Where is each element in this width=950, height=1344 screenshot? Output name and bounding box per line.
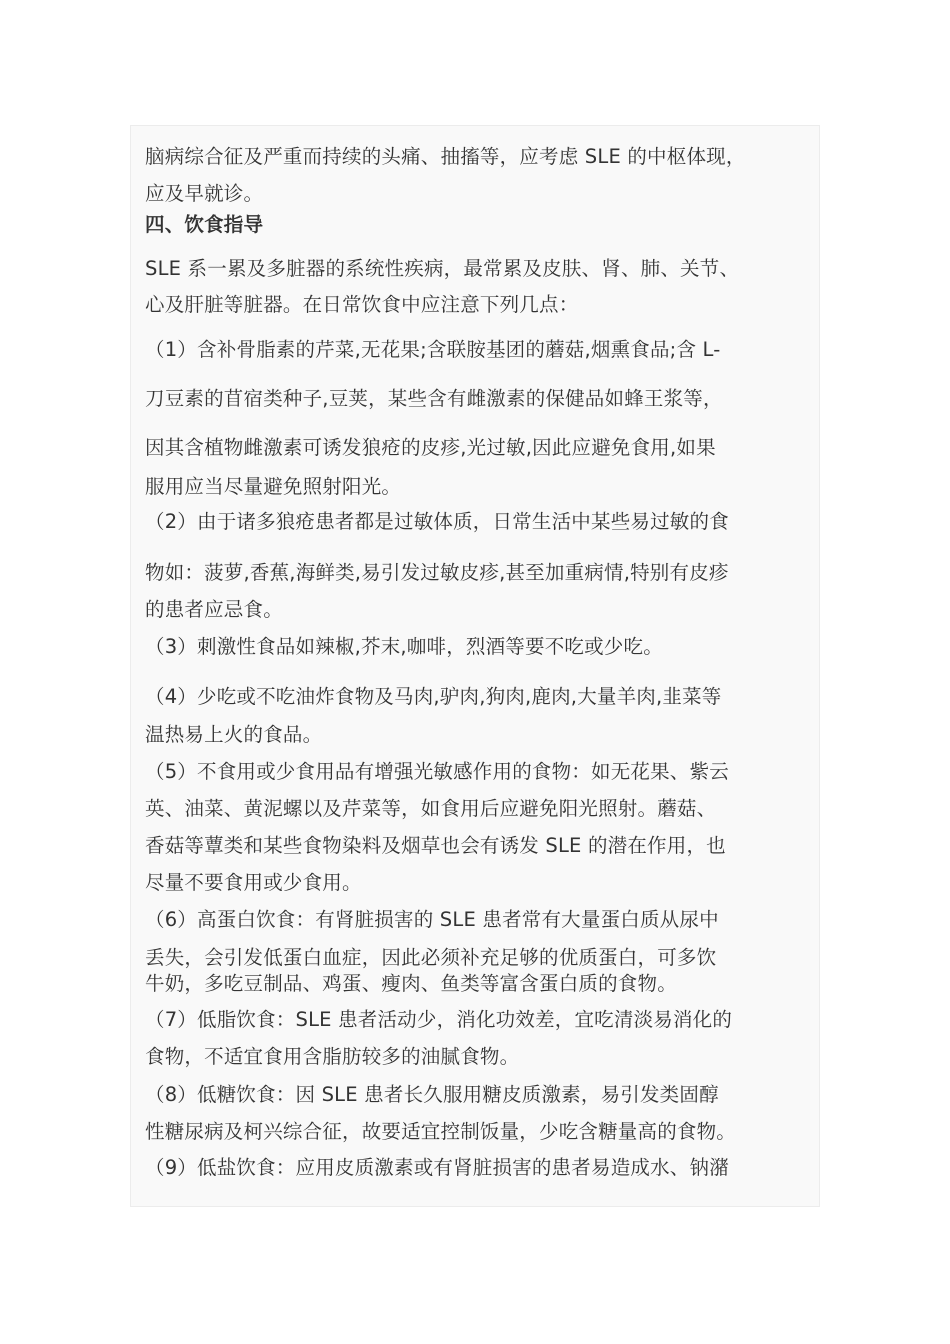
text-line: 食物，不适宜食用含脂肪较多的油腻食物。 (145, 1045, 520, 1068)
text-line: 因其含植物雌激素可诱发狼疮的皮疹,光过敏,因此应避免食用,如果 (145, 436, 716, 459)
text-line: 香菇等蕈类和某些食物染料及烟草也会有诱发 SLE 的潜在作用，也 (145, 834, 726, 857)
text-line: （9）低盐饮食：应用皮质激素或有肾脏损害的患者易造成水、钠潴 (145, 1156, 729, 1179)
text-line: 物如：菠萝,香蕉,海鲜类,易引发过敏皮疹,甚至加重病情,特别有皮疹 (145, 561, 729, 584)
text-line: （6）高蛋白饮食：有肾脏损害的 SLE 患者常有大量蛋白质从尿中 (145, 908, 719, 931)
text-line: SLE 系一累及多脏器的系统性疾病，最常累及皮肤、肾、肺、关节、 (145, 257, 740, 280)
text-line: （7）低脂饮食：SLE 患者活动少，消化功效差，宜吃清淡易消化的 (145, 1008, 733, 1031)
text-line: 的患者应忌食。 (145, 598, 283, 621)
text-line: （5）不食用或少食用品有增强光敏感作用的食物：如无花果、紫云 (145, 760, 729, 783)
text-line: 刀豆素的苜宿类种子,豆荚，某些含有雌激素的保健品如蜂王浆等， (145, 387, 723, 410)
text-line: 温热易上火的食品。 (145, 723, 323, 746)
text-line: 心及肝脏等脏器。在日常饮食中应注意下列几点： (145, 293, 579, 316)
text-line: 尽量不要食用或少食用。 (145, 871, 362, 894)
text-line: （3）刺激性食品如辣椒,芥末,咖啡，烈酒等要不吃或少吃。 (145, 635, 663, 658)
text-line: 性糖尿病及柯兴综合征，故要适宜控制饭量，少吃含糖量高的食物。 (145, 1120, 737, 1143)
text-line: （4）少吃或不吃油炸食物及马肉,驴肉,狗肉,鹿肉,大量羊肉,韭菜等 (145, 685, 722, 708)
text-line: （2）由于诸多狼疮患者都是过敏体质，日常生活中某些易过敏的食 (145, 510, 729, 533)
text-line: 牛奶，多吃豆制品、鸡蛋、瘦肉、鱼类等富含蛋白质的食物。 (145, 972, 677, 995)
text-line: （1）含补骨脂素的芹菜,无花果;含联胺基团的蘑菇,烟熏食品;含 L- (145, 338, 721, 361)
text-line: 服用应当尽量避免照射阳光。 (145, 475, 402, 498)
section-heading: 四、饮食指导 (145, 213, 264, 236)
text-line: 脑病综合征及严重而持续的头痛、抽搐等，应考虑 SLE 的中枢体现， (145, 145, 746, 168)
text-line: （8）低糖饮食：因 SLE 患者长久服用糖皮质激素，易引发类固醇 (145, 1083, 719, 1106)
text-line: 英、油菜、黄泥螺以及芹菜等，如食用后应避免阳光照射。蘑菇、 (145, 797, 717, 820)
text-line: 应及早就诊。 (145, 182, 264, 205)
text-line: 丢失，会引发低蛋白血症，因此必须补充足够的优质蛋白，可多饮 (145, 946, 717, 969)
